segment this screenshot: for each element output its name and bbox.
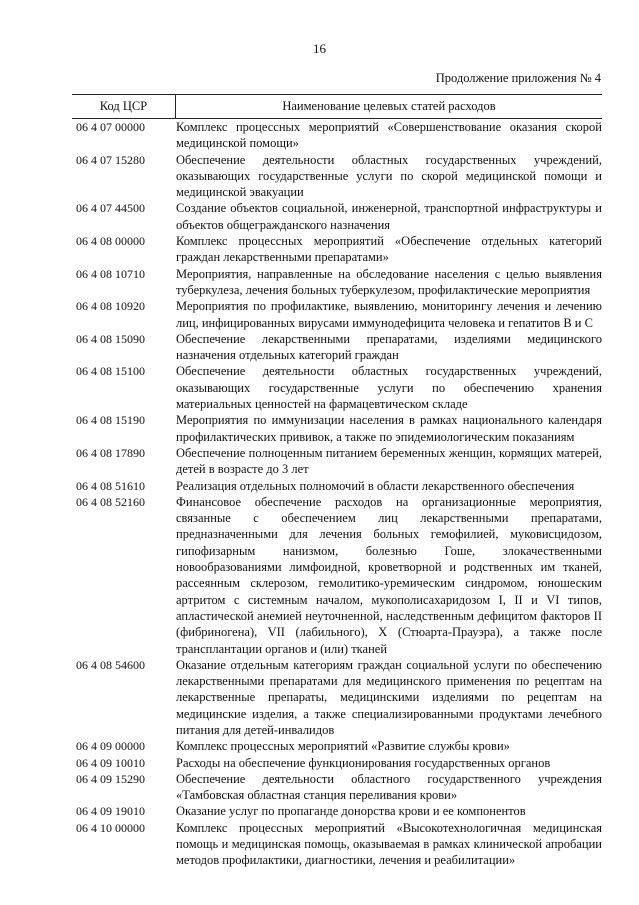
budget-items-table	[72, 94, 602, 869]
row-name: Оказание услуг по пропаганде донорства крови и ее компонентов	[176, 804, 526, 819]
row-name: Комплекс процессных мероприятий «Развитие службы крови»	[176, 739, 510, 754]
row-code: 06 4 08 10710	[76, 266, 145, 281]
row-code: 06 4 08 17890	[76, 445, 145, 460]
table-row	[72, 771, 602, 804]
row-code: 06 4 07 00000	[76, 120, 145, 134]
row-name: Обеспечение деятельности областных государственных учреждений, оказывающих государственные услуги по скорой медицинской помощи и медицинской эвакуации	[176, 152, 602, 200]
row-name: Комплекс процессных мероприятий «Совершенствование оказания скорой медицинской помощи»	[176, 120, 602, 151]
row-code: 06 4 09 19010	[76, 804, 145, 819]
table-row	[72, 200, 602, 233]
row-code: 06 4 07 15280	[76, 152, 145, 167]
table-row	[72, 363, 602, 412]
table-row	[72, 657, 602, 738]
row-name: Оказание отдельным категориям граждан социальной услуги по обеспечению лекарственными препаратами для медицинского применения по рецептам на лекарственные препараты, медицинскими изделиями по рецептам на медицинские изделия, а также специализированными продуктами лечебного питания для детей-инвалидов	[176, 657, 602, 737]
row-code: 06 4 08 10920	[76, 299, 145, 314]
row-name: Обеспечение полноценным питанием беременных женщин, кормящих матерей, детей в возрасте до 3 лет	[176, 445, 602, 477]
table-row	[72, 755, 602, 771]
row-name: Мероприятия по иммунизации населения в рамках национального календаря профилактических прививок, а также по эпидемиологическим показаниям	[176, 413, 602, 444]
table-row	[72, 412, 602, 445]
row-code: 06 4 07 44500	[76, 201, 145, 216]
row-code: 06 4 08 00000	[76, 234, 145, 249]
table-row	[72, 266, 602, 299]
table-row	[72, 119, 602, 152]
row-name: Комплекс процессных мероприятий «Высокотехнологичная медицинская помощь и медицинская помощь, оказываемая в рамках клинической апробации методов профилактики, диагностики, лечения и реабилитации»	[176, 820, 602, 868]
row-code: 06 4 09 15290	[76, 771, 145, 786]
row-name: Комплекс процессных мероприятий «Обеспечение отдельных категорий граждан лекарственными препаратами»	[176, 234, 602, 265]
row-code: 06 4 08 15190	[76, 413, 145, 428]
table-header	[72, 94, 602, 119]
table-row	[72, 803, 602, 819]
row-name: Финансовое обеспечение расходов на организационные мероприятия, связанные с обеспечением лиц лекарственными препаратами, предназначенными для лечения больных гемофилией, муковисцидозом, гипофизарным нанизмом, болезнью Гоше, злокачественными новообразованиями лимфоидной, кроветворной и родственных им тканей, рассеянным склерозом, гемолитико-уремическим синдромом, юношеским артритом с системным началом, мукополисахаридозом I, II и VI типов, апластической анемией неуточненной, наследственным дефицитом факторов II (фибриногена), VII (лабильного), X (Стюарта-Прауэра), а также после трансплантации органов и (или) тканей	[176, 494, 602, 656]
row-code: 06 4 09 10010	[76, 755, 145, 770]
table-row	[72, 298, 602, 331]
page-number: 16	[313, 41, 326, 56]
table-body	[72, 119, 602, 869]
row-name: Обеспечение лекарственными препаратами, изделиями медицинского назначения отдельных категорий граждан	[176, 331, 602, 363]
row-name: Создание объектов социальной, инженерной, транспортной инфраструктуры и объектов общегражданского назначения	[176, 201, 602, 232]
table-row	[72, 445, 602, 478]
table-row	[72, 478, 602, 494]
row-code: 06 4 08 54600	[76, 657, 145, 672]
row-name: Обеспечение деятельности областного государственного учреждения «Тамбовская областная станция переливания крови»	[176, 771, 602, 803]
row-name: Реализация отдельных полномочий в области лекарственного обеспечения	[176, 478, 575, 493]
row-code: 06 4 08 15090	[76, 331, 145, 346]
table-row	[72, 233, 602, 266]
row-name: Мероприятия по профилактике, выявлению, мониторингу лечения и лечению лиц, инфицированных вирусами иммунодефицита человека и гепатитов B и C	[176, 299, 602, 330]
table-row	[72, 494, 602, 657]
row-code: 06 4 08 52160	[76, 494, 145, 509]
row-code: 06 4 09 00000	[76, 739, 145, 754]
column-header-code: Код ЦСР	[72, 95, 176, 118]
table-row	[72, 738, 602, 754]
table-row	[72, 820, 602, 869]
table-row	[72, 152, 602, 201]
row-name: Расходы на обеспечение функционирования государственных органов	[176, 755, 551, 770]
row-code: 06 4 08 51610	[76, 478, 145, 493]
row-name: Обеспечение деятельности областных государственных учреждений, оказывающих государственные услуги по обеспечению хранения материальных ценностей на фармацевтическом складе	[176, 364, 602, 412]
table-row	[72, 331, 602, 364]
row-name: Мероприятия, направленные на обследование населения с целью выявления туберкулеза, лечения больных туберкулезом, профилактические мероприятия	[176, 266, 602, 297]
row-code: 06 4 10 00000	[76, 820, 145, 835]
column-header-name: Наименование целевых статей расходов	[282, 99, 496, 113]
row-code: 06 4 08 15100	[76, 364, 145, 379]
appendix-continuation-note: Продолжение приложения № 4	[435, 71, 601, 85]
